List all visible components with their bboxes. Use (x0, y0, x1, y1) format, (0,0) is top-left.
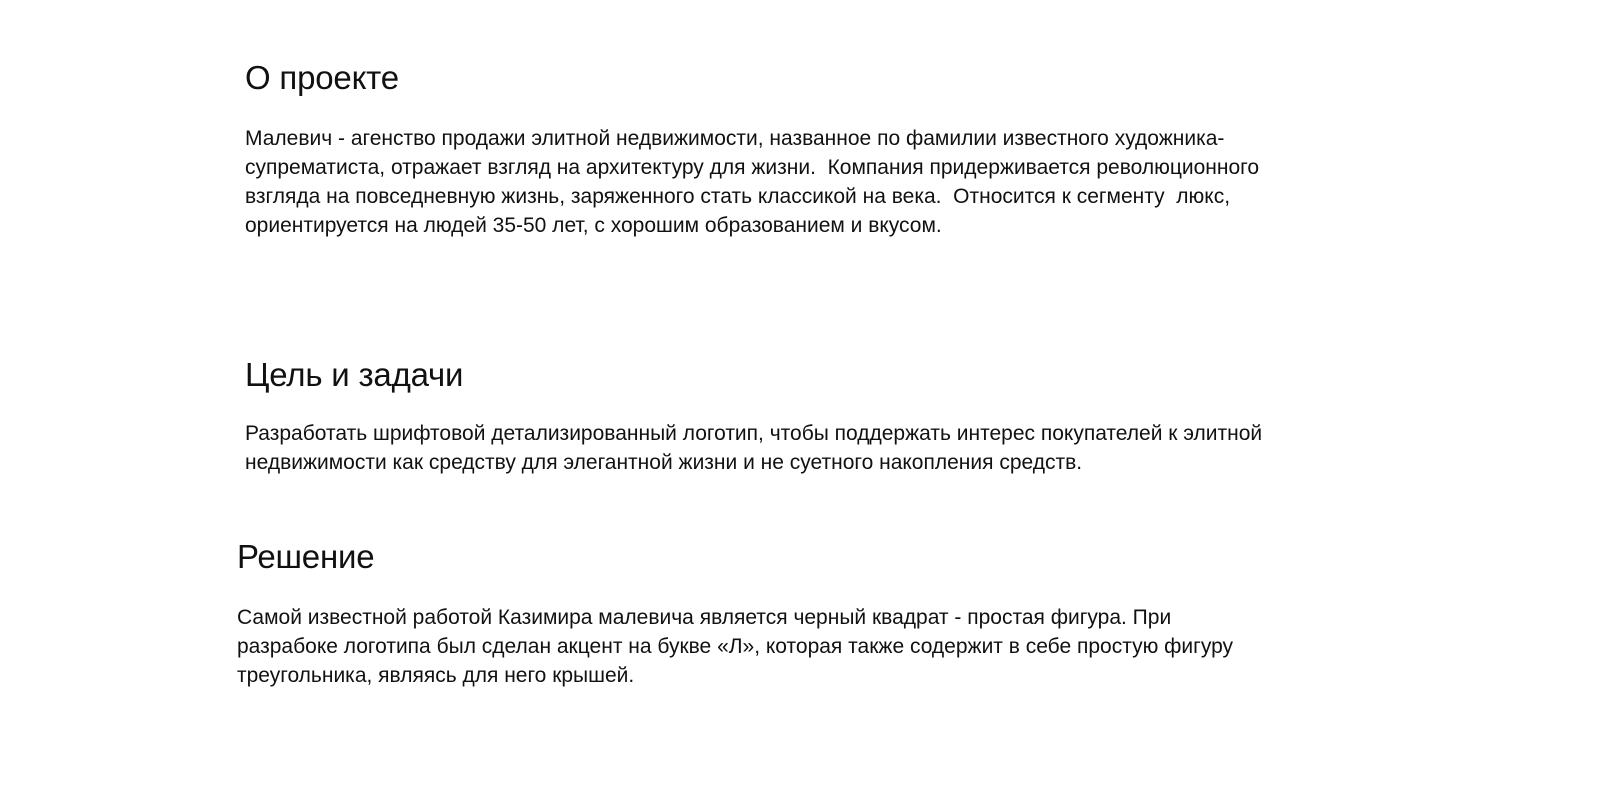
solution-section (237, 537, 1257, 690)
solution-text: Самой известной работой Казимира малевича является черный квадрат - простая фигура. При разрабоке логотипа был сделан акцент на букве «Л», которая также содержит в себе простую фигуру треугольника, являясь для него крышей. (237, 606, 1239, 687)
solution-title: Решение (237, 538, 375, 575)
about-title: О проекте (245, 59, 399, 96)
about-section (245, 58, 1265, 240)
goals-section (245, 355, 1269, 477)
goals-text: Разработать шрифтовой детализированный логотип, чтобы поддержать интерес покупателей к элитной недвижимости как средству для элегантной жизни и не суетного накопления средств. (245, 422, 1269, 474)
goals-title: Цель и задачи (245, 356, 464, 393)
about-text: Малевич - агенство продажи элитной недвижимости, названное по фамилии известного художника-супрематиста, отражает взгляд на архитектуру для жизни. Компания придерживается революционного взгляда на повседневную жизнь, заряженного стать классикой на века. Относится к сегменту люкс, ориентируется на людей 35-50 лет, с хорошим образованием и вкусом. (245, 127, 1265, 237)
